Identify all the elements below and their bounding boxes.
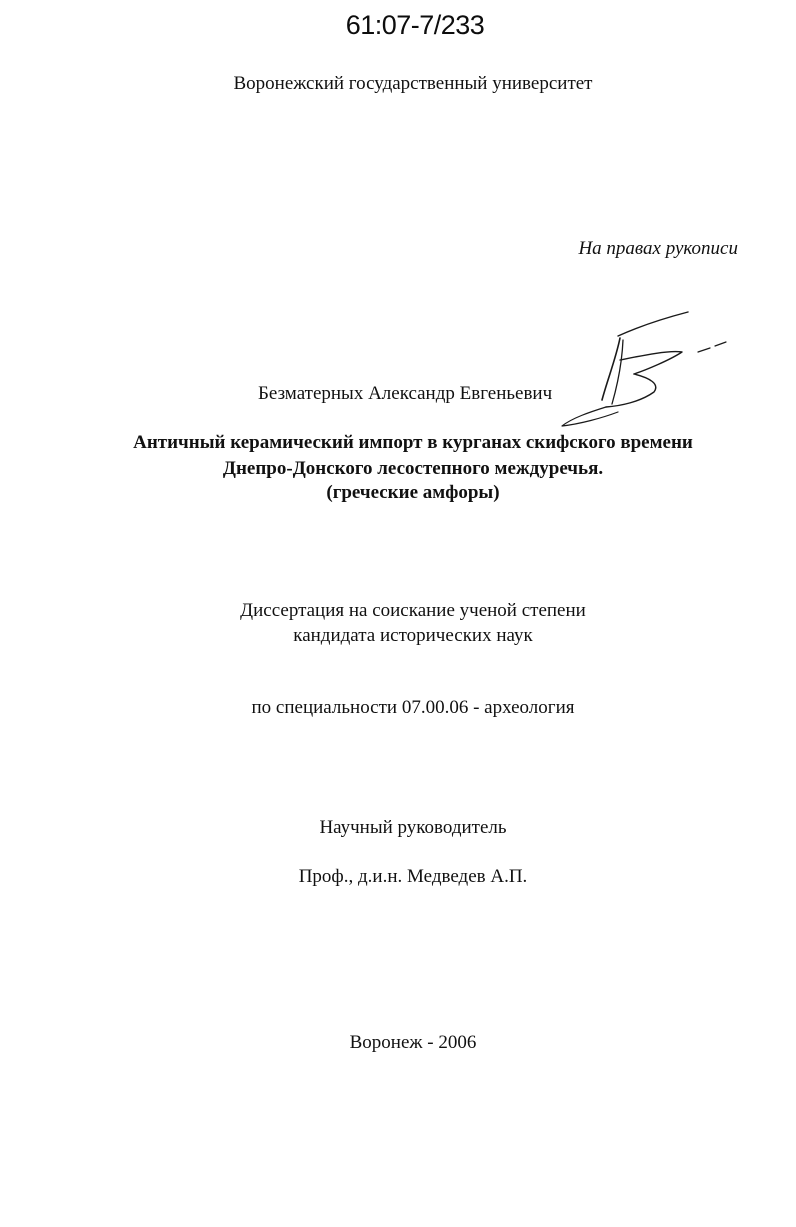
title-line-3: (греческие амфоры) <box>326 482 500 503</box>
manuscript-note: На правах рукописи <box>578 238 738 259</box>
advisor-label: Научный руководитель <box>319 817 507 838</box>
degree-line-1: Диссертация на соискание ученой степени <box>240 600 586 621</box>
author-name: Безматерных Александр Евгеньевич <box>258 383 553 404</box>
advisor-name: Проф., д.и.н. Медведев А.П. <box>298 866 528 887</box>
archive-code: 61:07-7/233 <box>345 10 485 40</box>
title-line-1: Античный керамический импорт в курганах скифского времени <box>133 432 693 453</box>
university-name: Воронежский государственный университет <box>233 73 593 94</box>
specialty: по специальности 07.00.06 - археология <box>251 697 575 718</box>
degree-line-2: кандидата исторических наук <box>293 625 533 646</box>
title-line-2: Днепро-Донского лесостепного междуречья. <box>222 458 604 479</box>
city-year: Воронеж - 2006 <box>349 1032 477 1053</box>
signature-icon <box>560 308 730 433</box>
